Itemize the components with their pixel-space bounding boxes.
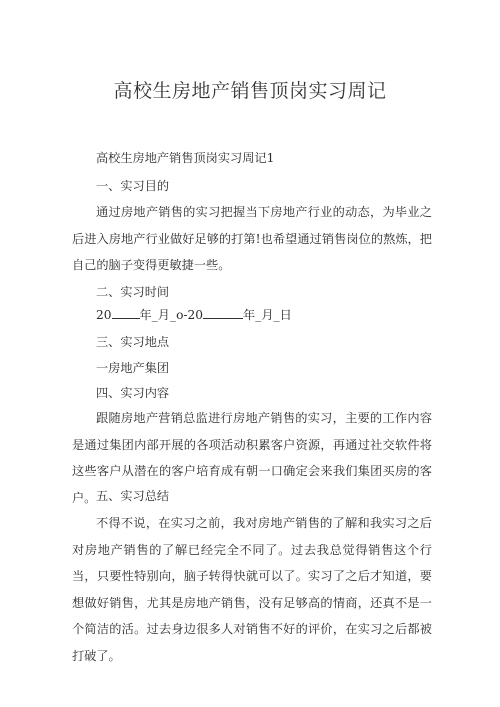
section-heading-time: 二、实习时间: [96, 285, 170, 299]
document-title: 高校生房地产销售顶岗实习周记: [113, 80, 387, 102]
internship-date-line: [96, 307, 292, 323]
section-heading-content: 四、实习内容: [96, 386, 170, 400]
date-month-day-start: 年_月_: [139, 308, 177, 322]
section-heading-summary: 五、实习总结: [96, 489, 170, 503]
date-year-start: 20: [96, 308, 112, 322]
document-subtitle: 高校生房地产销售顶岗实习周记1: [96, 151, 275, 165]
section-body-summary: 不得不说，在实习之前，我对房地产销售的了解和我实习之后对房地产销售的了解已经完全不同了。过去我总觉得销售这个行当，只要性特别向，脑子转得快就可以了。实习了之后才知道，要想做好销售，尤其是房地产销售，没有足够高的情商，还真不是一个简洁的活。过去身边很多人对销售不好的评价，在实习之后都被打破了。: [72, 516, 432, 663]
section-body-purpose: 通过房地产销售的实习把握当下房地产行业的动态，为毕业之后进入房地产行业做好足够的打第!也希望通过销售岗位的熬炼，把自己的脑子变得更敏捷一些。: [72, 205, 432, 272]
date-blank: [112, 307, 140, 319]
section-body-content: 跟随房地产营销总监进行房地产销售的实习，主要的工作内容是通过集团内部开展的各项活动积累客户资源，再通过社交软件将这些客户从潜在的客户培育成有朝一口确定会来我们集团买房的客户。: [72, 411, 432, 505]
date-year-end-prefix: o-20: [176, 308, 204, 322]
date-blank: [203, 307, 243, 319]
section-body-location: 一房地产集团: [96, 361, 170, 375]
section-heading-location: 三、实习地点: [96, 335, 170, 349]
section-heading-purpose: 一、实习目的: [96, 179, 170, 193]
date-month-day-end: 年_月_日: [243, 308, 292, 322]
